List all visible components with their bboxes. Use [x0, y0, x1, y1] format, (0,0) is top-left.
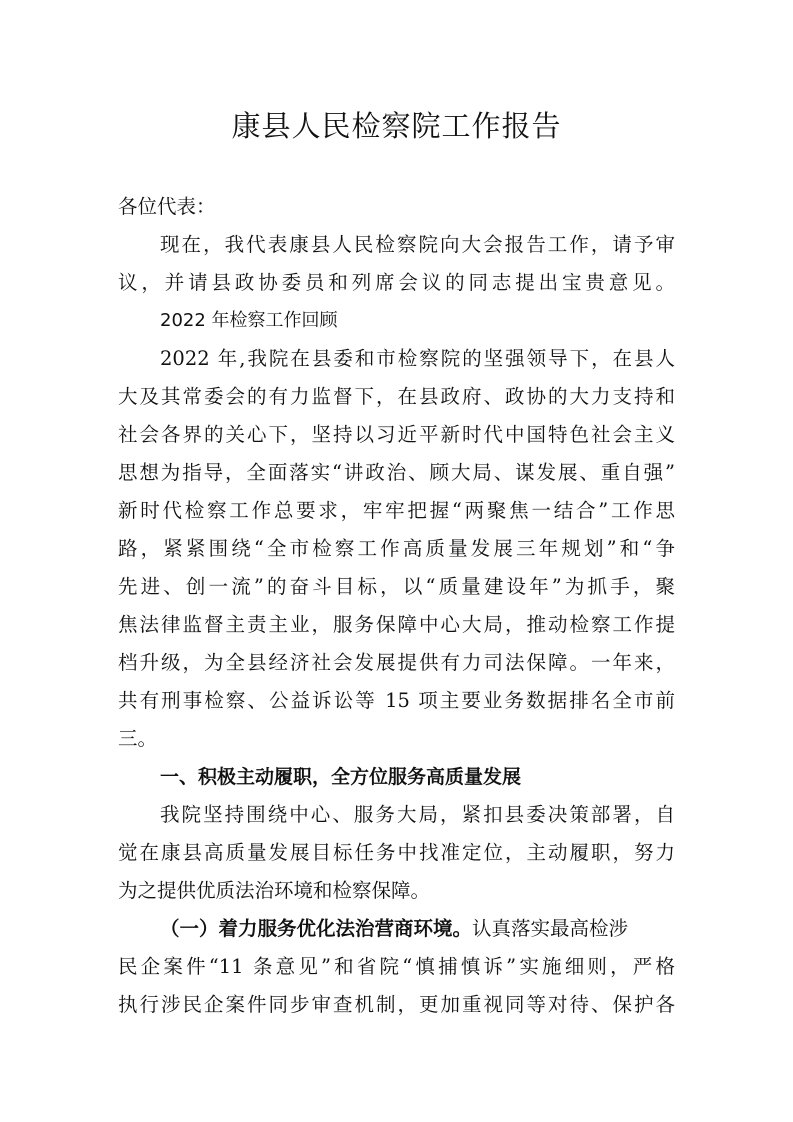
paragraph-line: 三。: [118, 727, 158, 750]
paragraph-line: 新时代检察工作总要求，牢牢把握“两聚焦一结合”工作思: [118, 499, 675, 522]
paragraph-line: 社会各界的关心下，坚持以习近平新时代中国特色社会主义: [118, 423, 675, 446]
subsection-heading: （一）着力服务优化法治营商环境。: [160, 917, 473, 940]
subsection-text: 认真落实最高检涉: [472, 917, 629, 940]
section-heading-1: 一、积极主动履职，全方位服务高质量发展: [160, 766, 522, 788]
paragraph-line: 大及其常委会的有力监督下，在县政府、政协的大力支持和: [118, 385, 675, 408]
paragraph-line: 思想为指导，全面落实“讲政治、顾大局、谋发展、重自强”: [118, 461, 675, 484]
paragraph-line: 我院坚持围绕中心、服务大局，紧扣县委决策部署，自: [160, 803, 675, 826]
paragraph-line: 共有刑事检察、公益诉讼等 15 项主要业务数据排名全市前: [118, 689, 675, 712]
paragraph-line: 2022 年,我院在县委和市检察院的坚强领导下，在县人: [160, 347, 675, 370]
paragraph-line: 档升级，为全县经济社会发展提供有力司法保障。一年来，: [118, 651, 675, 674]
section-heading-review: 2022 年检察工作回顾: [160, 310, 338, 331]
paragraph-line: 觉在康县高质量发展目标任务中找准定位，主动履职，努力: [118, 841, 675, 864]
paragraph-line: 路，紧紧围绕“全市检察工作高质量发展三年规划”和“争: [118, 537, 675, 560]
paragraph-line: 现在，我代表康县人民检察院向大会报告工作，请予审: [160, 233, 675, 256]
paragraph-line: 议，并请县政协委员和列席会议的同志提出宝贵意见。: [118, 271, 675, 294]
salutation: 各位代表：: [118, 195, 216, 218]
paragraph-line: 为之提供优质法治环境和检察保障。: [118, 879, 431, 902]
paragraph-line: 执行涉民企案件同步审查机制，更加重视同等对待、保护各: [118, 993, 675, 1016]
paragraph-line: 民企案件“11 条意见”和省院“慎捕慎诉”实施细则，严格: [118, 955, 675, 978]
paragraph-line-subsection: [160, 916, 675, 942]
paragraph-line: 先进、创一流”的奋斗目标，以“质量建设年”为抓手，聚: [118, 575, 675, 598]
document-title: 康县人民检察院工作报告: [231, 109, 562, 143]
paragraph-line: 焦法律监督主责主业，服务保障中心大局，推动检察工作提: [118, 613, 675, 636]
